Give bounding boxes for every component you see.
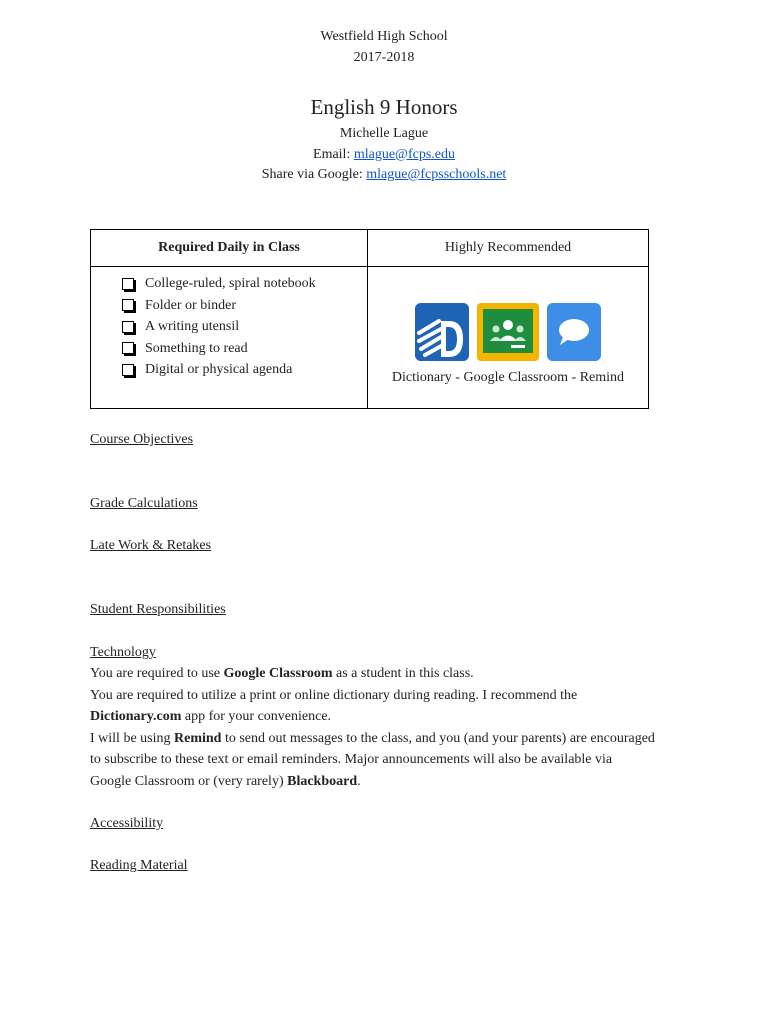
school-header [0,26,768,68]
p3-bold-blackboard: Blackboard [287,773,358,789]
accessibility-heading: Accessibility [90,816,164,831]
technology-heading: Technology [90,645,156,660]
email-label: Email: [313,146,354,162]
list-item [121,316,367,338]
p3-bold-remind: Remind [174,731,222,746]
list-item [121,273,367,295]
list-item [121,295,367,317]
p3-text-mid: to send out messages to the class, and you (and your parents) are encouraged to subscribe to these text or email reminders. Major announcements will also be available via Google Classroom or (very rarely) [90,731,655,789]
student-responsibilities-heading: Student Responsibilities [90,602,226,617]
supplies-table [90,229,649,409]
technology-paragraph-classroom [90,663,655,684]
technology-paragraph-dictionary [90,685,655,728]
school-year: 2017-2018 [353,50,415,65]
contact-block [0,124,768,186]
dictionary-app-icon [415,303,469,361]
checkbox-bullet-icon [122,364,134,376]
apps-caption: Dictionary - Google Classroom - Remind [391,370,625,385]
recommended-column-header: Highly Recommended [368,230,649,267]
course-objectives-heading: Course Objectives [90,432,194,447]
list-item-label: College-ruled, spiral notebook [145,276,316,291]
p3-text-end: . [357,773,361,789]
remind-app-icon [547,303,601,361]
list-item-label: Something to read [145,340,248,356]
share-line [0,165,768,186]
list-item [121,359,367,381]
recommended-apps-cell [368,267,649,409]
required-column-header: Required Daily in Class [91,230,368,267]
required-items-cell [91,267,368,409]
checkbox-bullet-icon [122,321,134,333]
grade-calculations-heading: Grade Calculations [90,496,198,511]
share-email-link[interactable]: mlague@fcpsschools.net [366,167,507,182]
p3-text: I will be using [90,731,174,746]
p1-text-end: as a student in this class. [332,666,474,681]
teacher-name: Michelle Lague [339,126,429,141]
course-title: English 9 Honors [310,95,458,119]
p2-text-end: app for your convenience. [181,709,332,725]
p1-bold: Google Classroom [223,666,333,681]
app-icons-row [368,303,648,361]
checkbox-bullet-icon [122,342,134,354]
list-item-label: Digital or physical agenda [145,362,293,377]
checkbox-bullet-icon [122,299,134,311]
list-item [121,338,367,360]
school-name: Westfield High School [320,29,448,44]
late-work-heading: Late Work & Retakes [90,538,212,553]
list-item-label: Folder or binder [145,297,236,313]
email-link[interactable]: mlague@fcps.edu [353,146,455,162]
technology-paragraph-remind [90,728,655,792]
checkbox-bullet-icon [122,278,134,290]
list-item-label: A writing utensil [145,319,240,334]
p2-bold: Dictionary.com [90,709,182,725]
email-line [0,145,768,166]
p1-text: You are required to use [90,666,224,681]
required-items-list [121,273,367,381]
p2-text: You are required to utilize a print or online dictionary during reading. I recommend the [90,688,578,703]
google-classroom-icon [477,303,539,361]
share-label: Share via Google: [261,167,367,182]
reading-material-heading: Reading Material [90,858,188,873]
